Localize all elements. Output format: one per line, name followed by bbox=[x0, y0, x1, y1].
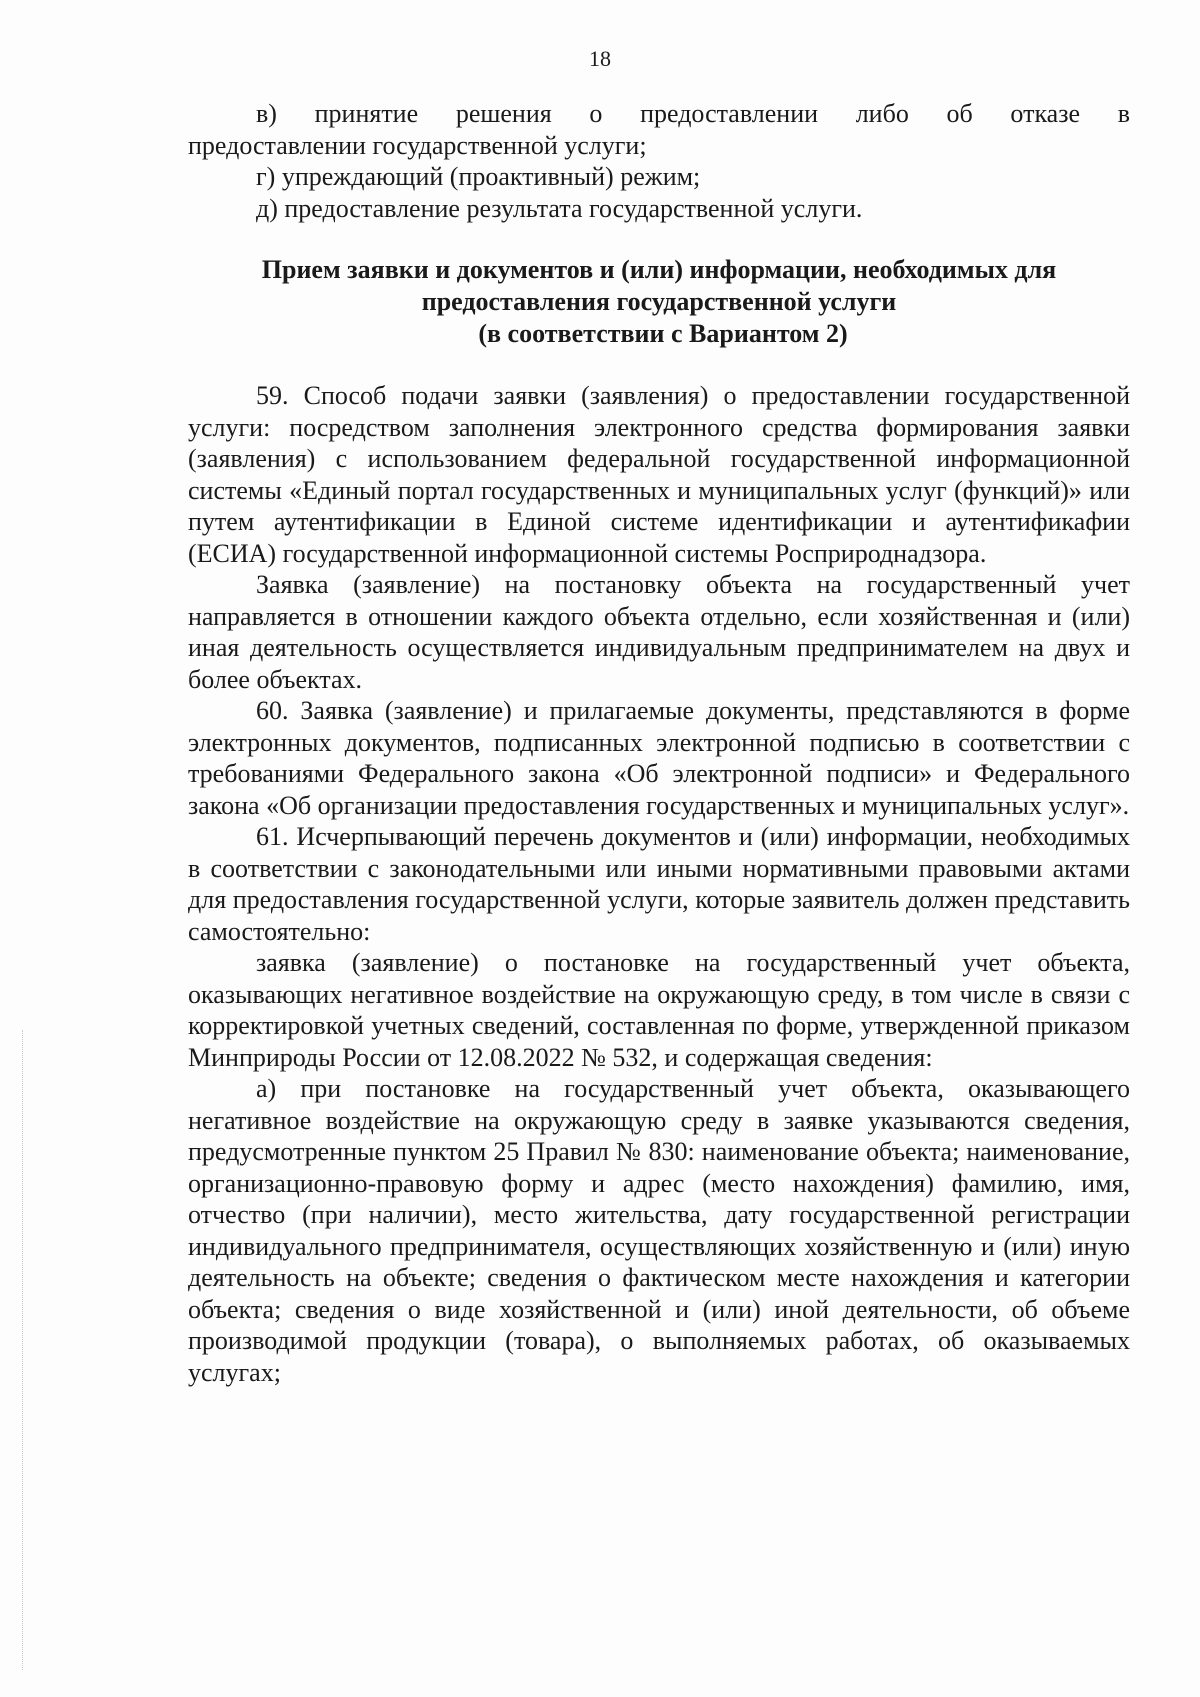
heading-line-2: предоставления государственной услуги bbox=[421, 287, 897, 316]
paragraph-61-item-a: а) при постановке на государственный учет объекта, оказывающего негативное воздействие на окружающую среду в заявке указываются сведения, предусмотренные пунктом 25 Правил № 830: наименование объекта; наименование, организационно-правовую форму и адрес (место нахождения) фамилию, имя, отчество (при наличии), место жительства, дату государственной регистрации индивидуального предпринимателя, осуществляющих хозяйственную и (или) иную деятельность на объекте; сведения о фактическом месте нахождения и категории объекта; сведения о виде хозяйственной и (или) иной деятельности, об объеме производимой продукции (товара), о выполняемых работах, об оказываемых услугах; bbox=[188, 1074, 1130, 1387]
paragraph-59: 59. Способ подачи заявки (заявления) о предоставлении государственной услуги: посредством заполнения электронного средства формирования заявки (заявления) с использованием федеральной государственной информационной системы «Единый портал государственных и муниципальных услуг (функций)» или путем аутентификации в Единой системе идентификации и аутентификафии (ЕСИА) государственной информационной системы Росприроднадзора. bbox=[188, 381, 1130, 568]
paragraph-59-continued: Заявка (заявление) на постановку объекта на государственный учет направляется в отношении каждого объекта отдельно, если хозяйственная и (или) иная деятельность осуществляется индивидуальным предпринимателем на двух и более объектах. bbox=[188, 570, 1130, 694]
page-number: 18 bbox=[589, 46, 611, 71]
list-item-v-line1: в) принятие решения о предоставлении либо об отказе в bbox=[256, 99, 1130, 128]
list-item-g: г) упреждающий (проактивный) режим; bbox=[256, 162, 701, 191]
document-body bbox=[188, 98, 1130, 1388]
section-heading bbox=[188, 254, 1130, 350]
heading-line-1: Прием заявки и документов и (или) информации, необходимых для bbox=[261, 255, 1057, 284]
paragraph-61: 61. Исчерпывающий перечень документов и (или) информации, необходимых в соответствии с законодательными или иными нормативными правовыми актами для предоставления государственной услуги, которые заявитель должен представить самостоятельно: bbox=[188, 822, 1130, 946]
list-item-v-line2: предоставлении государственной услуги; bbox=[188, 130, 647, 160]
heading-line-3: (в соответствии с Вариантом 2) bbox=[478, 319, 848, 348]
list-item-d: д) предоставление результата государственной услуги. bbox=[256, 193, 863, 223]
paragraph-60: 60. Заявка (заявление) и прилагаемые документы, представляются в форме электронных документов, подписанных электронной подписью в соответствии с требованиями Федерального закона «Об электронной подписи» и Федерального закона «Об организации предоставления государственных и муниципальных услуг». bbox=[188, 696, 1130, 820]
scan-binding-edge bbox=[22, 1030, 24, 1670]
paragraph-61-application: заявка (заявление) о постановке на государственный учет объекта, оказывающих негативное воздействие на окружающую среду, в том числе в связи с корректировкой учетных сведений, составленная по форме, утвержденной приказом Минприроды России от 12.08.2022 № 532, и содержащая сведения: bbox=[188, 948, 1130, 1072]
